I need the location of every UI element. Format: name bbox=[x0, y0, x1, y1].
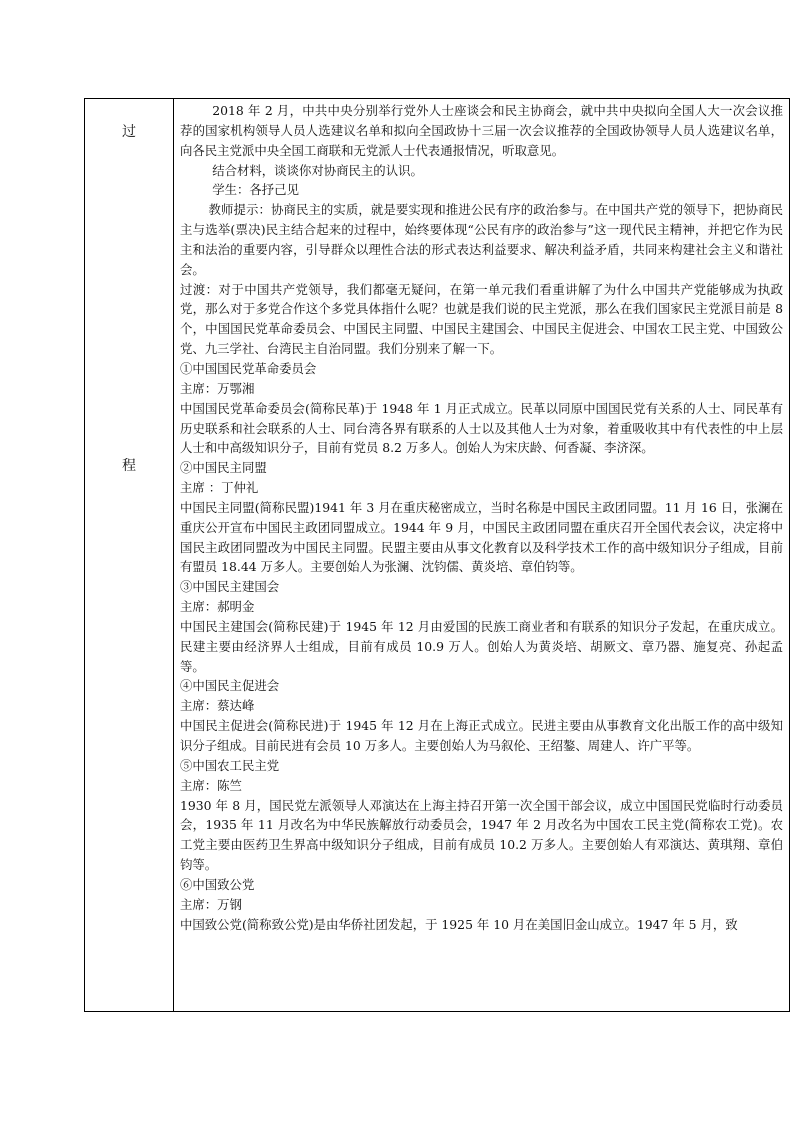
content-paragraph: ④中国民主促进会 bbox=[180, 678, 280, 694]
content-paragraph: 主席：蔡达峰 bbox=[180, 698, 255, 714]
content-paragraph: 中国国民党革命委员会(简称民革)于 1948 年 1 月正式成立。民革以同原中国国民党有关系的人士、同民革有历史联系和社会联系的人士、同台湾各界有联系的人士以及其他人士为对象，着重吸收其中有代表性的中上层人士和中高级知识分子，目前有党员 8.2 万多人。创始人为宋庆龄、何香凝、李济深。 bbox=[180, 400, 783, 456]
content-paragraph: 主席 ：丁仲礼 bbox=[180, 480, 259, 496]
content-paragraph: 中国致公党(简称致公党)是由华侨社团发起，于 1925 年 10 月在美国旧金山成立。1947 年 5 月，致 bbox=[180, 916, 738, 932]
stage-label-char: 过 bbox=[122, 124, 136, 140]
content-paragraph: 学生：各抒己见 bbox=[212, 182, 299, 198]
content-paragraph: 中国民主建国会(简称民建)于 1945 年 12 月由爱国的民族工商业者和有联系的知识分子发起，在重庆成立。民建主要由经济界人士组成，目前有成员 10.9 万人。创始人为黄炎培、胡厥文、章乃器、施复亮、孙起孟等。 bbox=[180, 618, 783, 674]
lesson-table bbox=[84, 98, 790, 1012]
content-paragraph: ②中国民主同盟 bbox=[180, 460, 267, 476]
content-paragraph: 1930 年 8 月，国民党左派领导人邓演达在上海主持召开第一次全国干部会议，成立中国国民党临时行动委员会，1935 年 11 月改名为中华民族解放行动委员会，1947 年 2 月改名为中国农工民主党(简称农工党)。农工党主要由医药卫生界高中级知识分子组成，目前有成员 10.2 万多人。主要创始人有邓演达、黄琪翔、章伯钧等。 bbox=[180, 797, 783, 873]
content-paragraph: 主席：万鄂湘 bbox=[180, 380, 255, 396]
content-paragraph: 主席：郝明金 bbox=[180, 599, 255, 615]
stage-label-cell bbox=[85, 99, 174, 1011]
content-paragraph: 主席：陈竺 bbox=[180, 777, 242, 793]
content-paragraph: ⑤中国农工民主党 bbox=[180, 757, 280, 773]
content-paragraph: 中国民主促进会(简称民进)于 1945 年 12 月在上海正式成立。民进主要由从事教育文化出版工作的高中级知识分子组成。目前民进有会员 10 万多人。主要创始人为马叙伦、王绍鏊、周建人、许广平等。 bbox=[180, 718, 783, 753]
content-paragraph: ③中国民主建国会 bbox=[180, 579, 280, 595]
stage-label-char: 程 bbox=[122, 458, 136, 474]
content-paragraph: 教师提示：协商民主的实质，就是要实现和推进公民有序的政治参与。在中国共产党的领导下，把协商民主与选举(票决)民主结合起来的过程中，始终要体现“公民有序的政治参与”这一现代民主精神，并把它作为民主和法治的重要内容，引导群众以理性合法的形式表达利益要求、解决利益矛盾，共同来构建社会主义和谐社会。 bbox=[180, 202, 783, 277]
content-paragraph: 主席：万钢 bbox=[180, 896, 242, 912]
content-paragraph: 中国民主同盟(简称民盟)1941 年 3 月在重庆秘密成立，当时名称是中国民主政团同盟。11 月 16 日，张澜在重庆公开宣布中国民主政团同盟成立。1944 年 9 月，中国民主政团同盟在重庆召开全国代表会议，决定将中国民主政团同盟改为中国民主同盟。民盟主要由从事文化教育以及科学技术工作的高中级知识分子组成，目前有盟员 18.44 万多人。主要创始人为张澜、沈钧儒、黄炎培、章伯钧等。 bbox=[180, 499, 783, 575]
lesson-content-cell bbox=[174, 99, 789, 1011]
content-paragraph: ⑥中国致公党 bbox=[180, 876, 255, 892]
content-paragraph: 2018 年 2 月，中共中央分别举行党外人士座谈会和民主协商会，就中共中央拟向全国人大一次会议推荐的国家机构领导人员人选建议名单和拟向全国政协十三届一次会议推荐的全国政协领导人员人选建议名单，向各民主党派中央全国工商联和无党派人士代表通报情况，听取意见。 bbox=[180, 103, 783, 158]
content-paragraph: 过渡：对于中国共产党领导，我们都毫无疑问，在第一单元我们看重讲解了为什么中国共产党能够成为执政党，那么对于多党合作这个多党具体指什么呢？也就是我们说的民主党派，那么在我们国家民主党派目前是 8 个，中国国民党革命委员会、中国民主同盟、中国民主建国会、中国民主促进会、中国农工民主党、中国致公党、九三学社、台湾民主自治同盟。我们分别来了解一下。 bbox=[180, 281, 783, 357]
content-paragraph: ①中国国民党革命委员会 bbox=[180, 360, 317, 376]
content-paragraph: 结合材料，谈谈你对协商民主的认识。 bbox=[212, 162, 423, 178]
